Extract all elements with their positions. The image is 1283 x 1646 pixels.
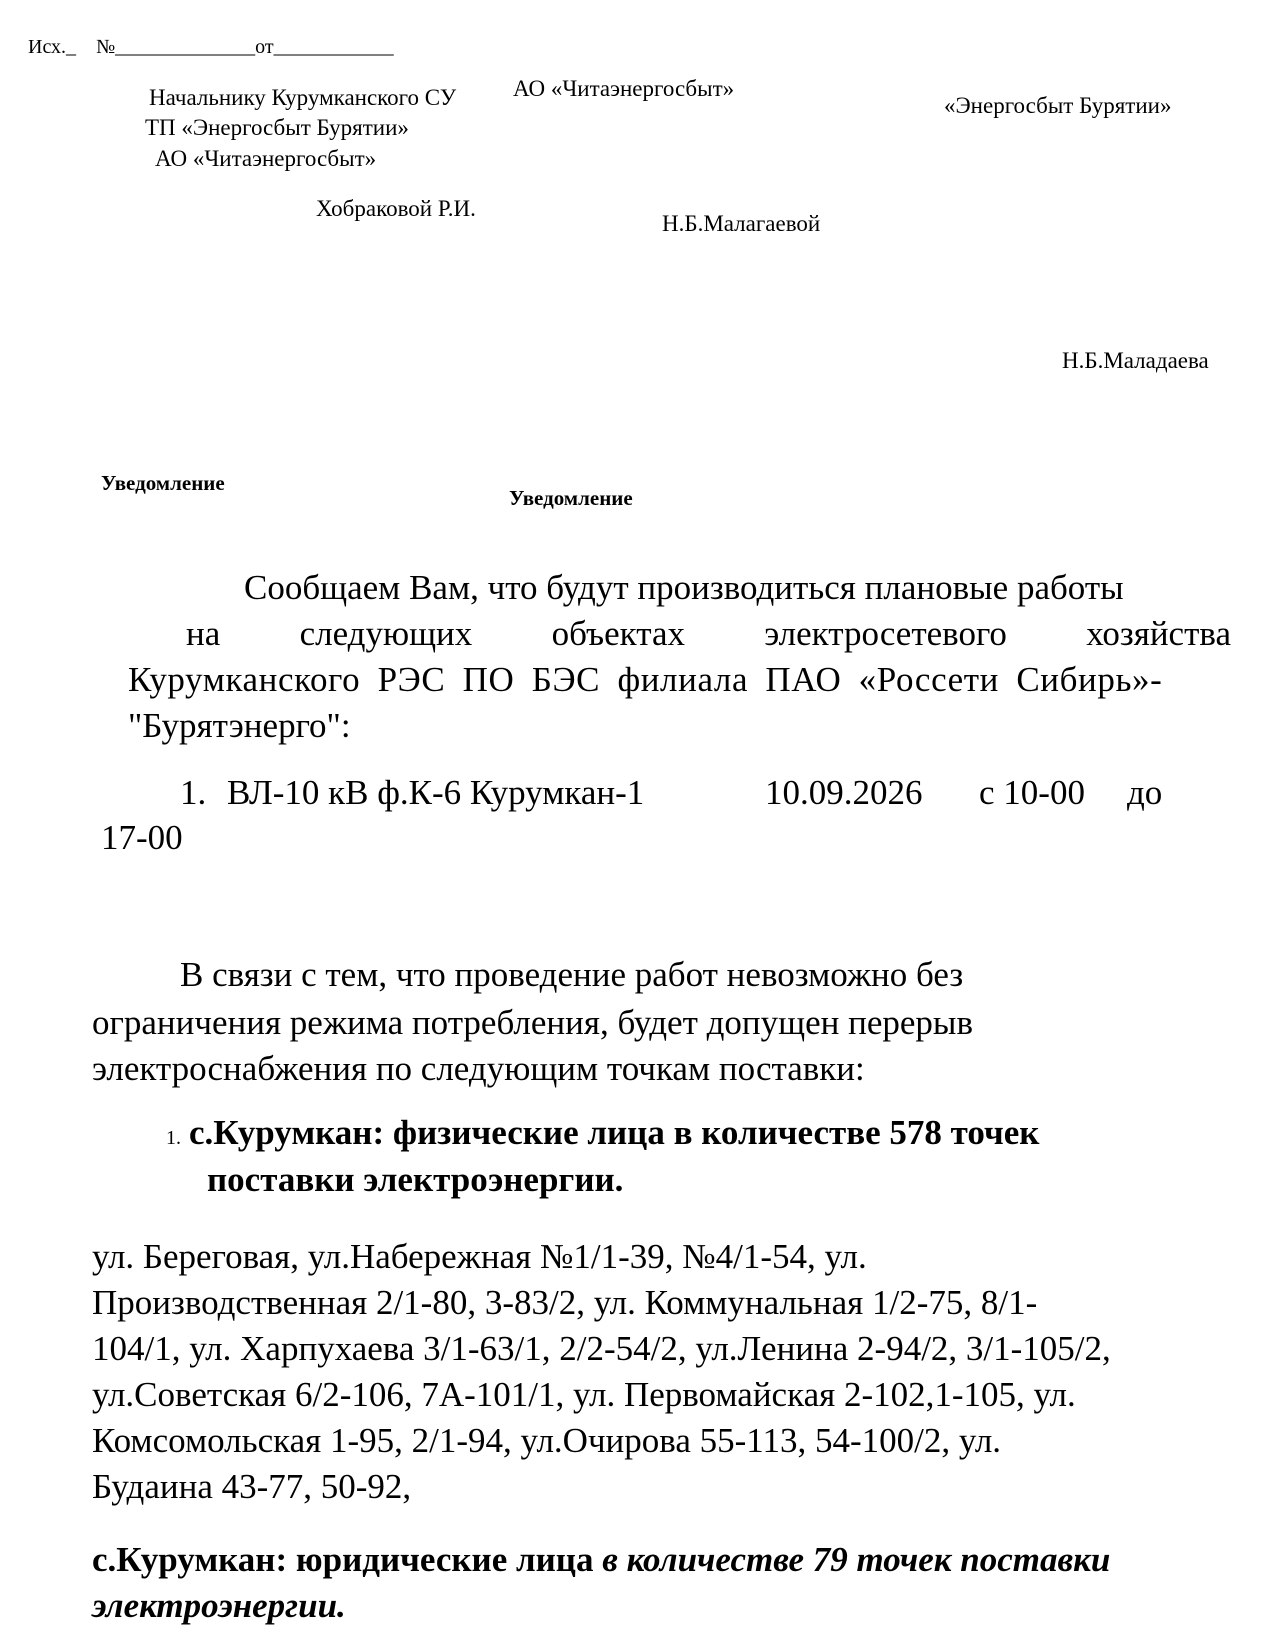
street-line: ул. Береговая, ул.Набережная №1/1-39, №4/1-54, ул. — [92, 1237, 867, 1276]
work-item-date: 10.09.2026 — [765, 773, 923, 812]
individuals-heading-text: с.Курумкан: физические лица в количестве 578 точек — [189, 1113, 1040, 1152]
street-line: Производственная 2/1-80, 3-83/2, ул. Коммунальная 1/2-75, 8/1- — [92, 1283, 1038, 1322]
work-item-object: ВЛ-10 кВ ф.К-6 Курумкан-1 — [227, 773, 645, 812]
individuals-heading-line-1 — [166, 1110, 1039, 1161]
ref-prefix: Исх._ — [28, 36, 77, 58]
intro-word: на — [186, 614, 221, 653]
work-item-from: с 10-00 — [979, 773, 1085, 812]
street-line: 104/1, ул. Харпухаева 3/1-63/1, 2/2-54/2, ул.Ленина 2-94/2, 3/1-105/2, — [92, 1329, 1111, 1368]
ref-number: №______________ — [96, 36, 256, 58]
title-center: Уведомление — [509, 486, 633, 510]
intro-word: объектах — [551, 614, 685, 653]
consequence-line-3: электроснабжения по следующим точкам поставки: — [92, 1049, 865, 1088]
intro-line-3: Курумканского РЭС ПО БЭС филиала ПАО «Россети Сибирь»- — [128, 660, 1163, 699]
street-line: ул.Советская 6/2-106, 7А-101/1, ул. Первомайская 2-102,1-105, ул. — [92, 1375, 1076, 1414]
addressee-3-name: Н.Б.Маладаева — [1062, 348, 1209, 373]
addressee-1-line3: АО «Читаэнергосбыт» — [155, 146, 377, 171]
intro-word: электросетевого — [764, 614, 1007, 653]
addressee-2-org: АО «Читаэнергосбыт» — [513, 76, 735, 101]
intro-word: хозяйства — [1086, 614, 1231, 653]
intro-line-4: "Бурятэнерго": — [128, 706, 351, 745]
title-left: Уведомление — [101, 471, 225, 495]
intro-word: следующих — [299, 614, 473, 653]
consequence-line-1: В связи с тем, что проведение работ невозможно без — [180, 955, 964, 994]
legal-heading-line-2: электроэнергии. — [92, 1586, 346, 1625]
addressee-3-org: «Энергосбыт Бурятии» — [944, 93, 1172, 118]
addressee-1-line1: Начальнику Курумканского СУ — [149, 85, 457, 110]
work-item-to: до — [1127, 773, 1163, 812]
addressee-2-name: Н.Б.Малагаевой — [662, 211, 821, 236]
legal-heading-line-1 — [92, 1537, 1110, 1583]
addressee-1-name: Хобраковой Р.И. — [316, 196, 476, 221]
intro-line-1: Сообщаем Вам, что будут производиться плановые работы — [244, 568, 1124, 607]
intro-paragraph — [128, 565, 1231, 749]
work-item-to-time: 17-00 — [101, 818, 183, 857]
points-number: 1. — [166, 1127, 181, 1149]
legal-heading-italic: в количестве 79 точек поставки — [602, 1540, 1111, 1579]
addressee-1-line2: ТП «Энергосбыт Бурятии» — [145, 115, 409, 140]
street-line: Комсомольская 1-95, 2/1-94, ул.Очирова 55-113, 54-100/2, ул. — [92, 1421, 1002, 1460]
street-line: Будаина 43-77, 50-92, — [92, 1467, 412, 1506]
legal-heading-bold: с.Курумкан: юридические лица — [92, 1540, 594, 1579]
consequence-line-2: ограничения режима потребления, будет допущен перерыв — [92, 1003, 973, 1042]
work-item-number: 1. — [180, 773, 207, 812]
ref-date: от____________ — [255, 36, 394, 58]
individuals-heading-line-2: поставки электроэнергии. — [207, 1160, 624, 1199]
intro-line-2 — [128, 611, 1231, 657]
outgoing-reference — [28, 36, 394, 59]
